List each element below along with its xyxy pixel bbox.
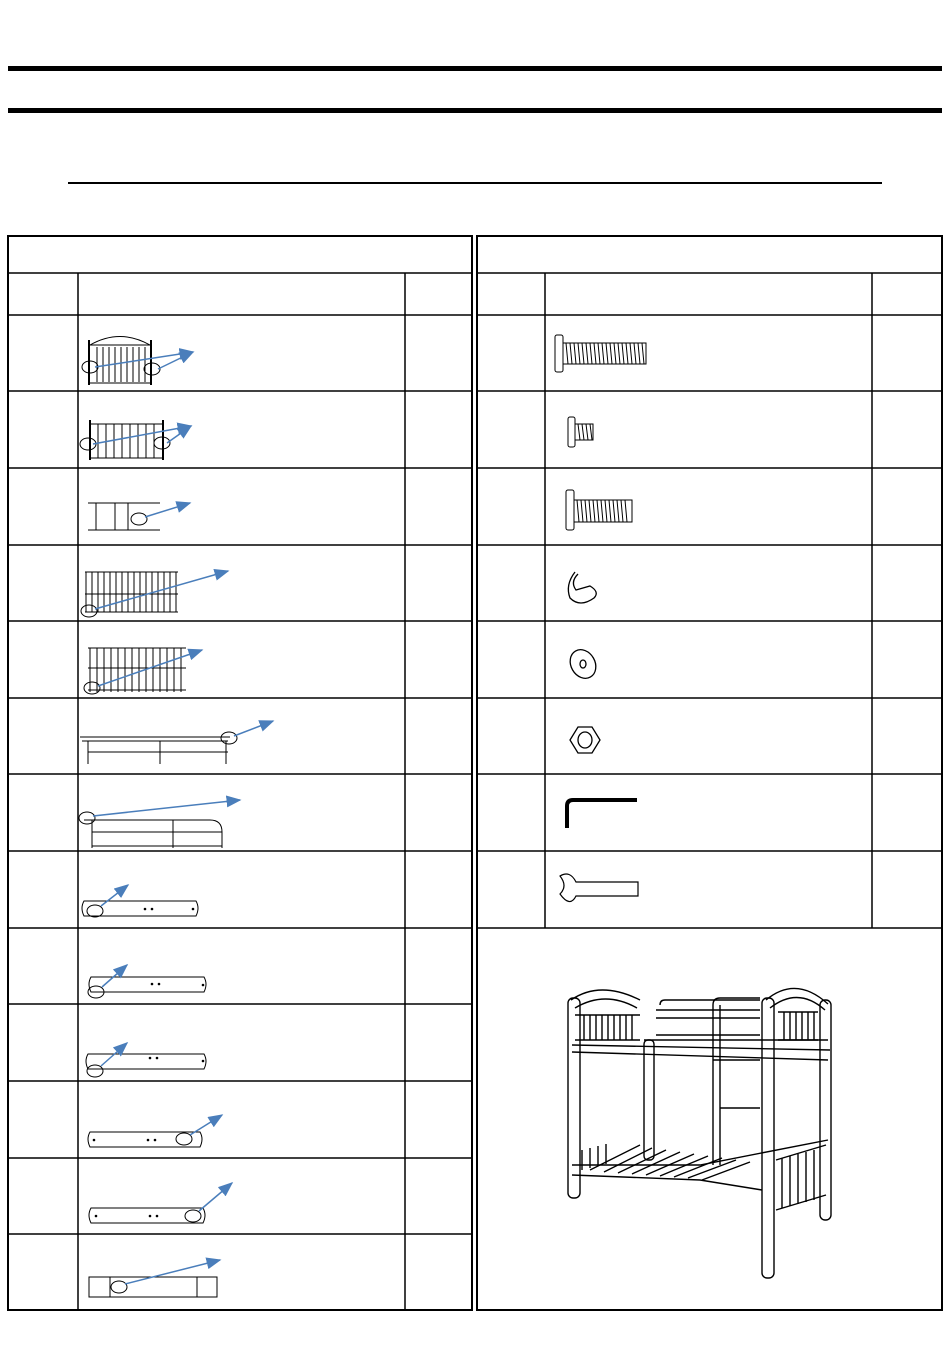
lower-guardrail — [84, 648, 186, 694]
ladder-frame — [88, 503, 160, 530]
side-rail-a — [80, 732, 237, 764]
post-b — [88, 977, 206, 998]
post-a — [82, 901, 198, 917]
post-c — [86, 1054, 206, 1077]
headboard-panel — [82, 337, 160, 386]
flat-washer — [565, 645, 601, 683]
bunk-bed-illustration — [568, 988, 831, 1278]
curved-washer — [568, 572, 596, 603]
post-d — [88, 1132, 202, 1147]
hex-nut — [570, 727, 600, 753]
short-bolt — [568, 417, 593, 447]
connector-tube — [89, 1277, 217, 1297]
allen-key — [567, 800, 637, 828]
side-rail-b — [79, 812, 222, 848]
upper-guardrail — [81, 572, 178, 617]
long-bolt — [555, 335, 646, 372]
post-e — [89, 1208, 205, 1223]
medium-bolt — [566, 490, 632, 530]
footboard-panel — [80, 420, 170, 460]
open-wrench — [560, 874, 638, 902]
